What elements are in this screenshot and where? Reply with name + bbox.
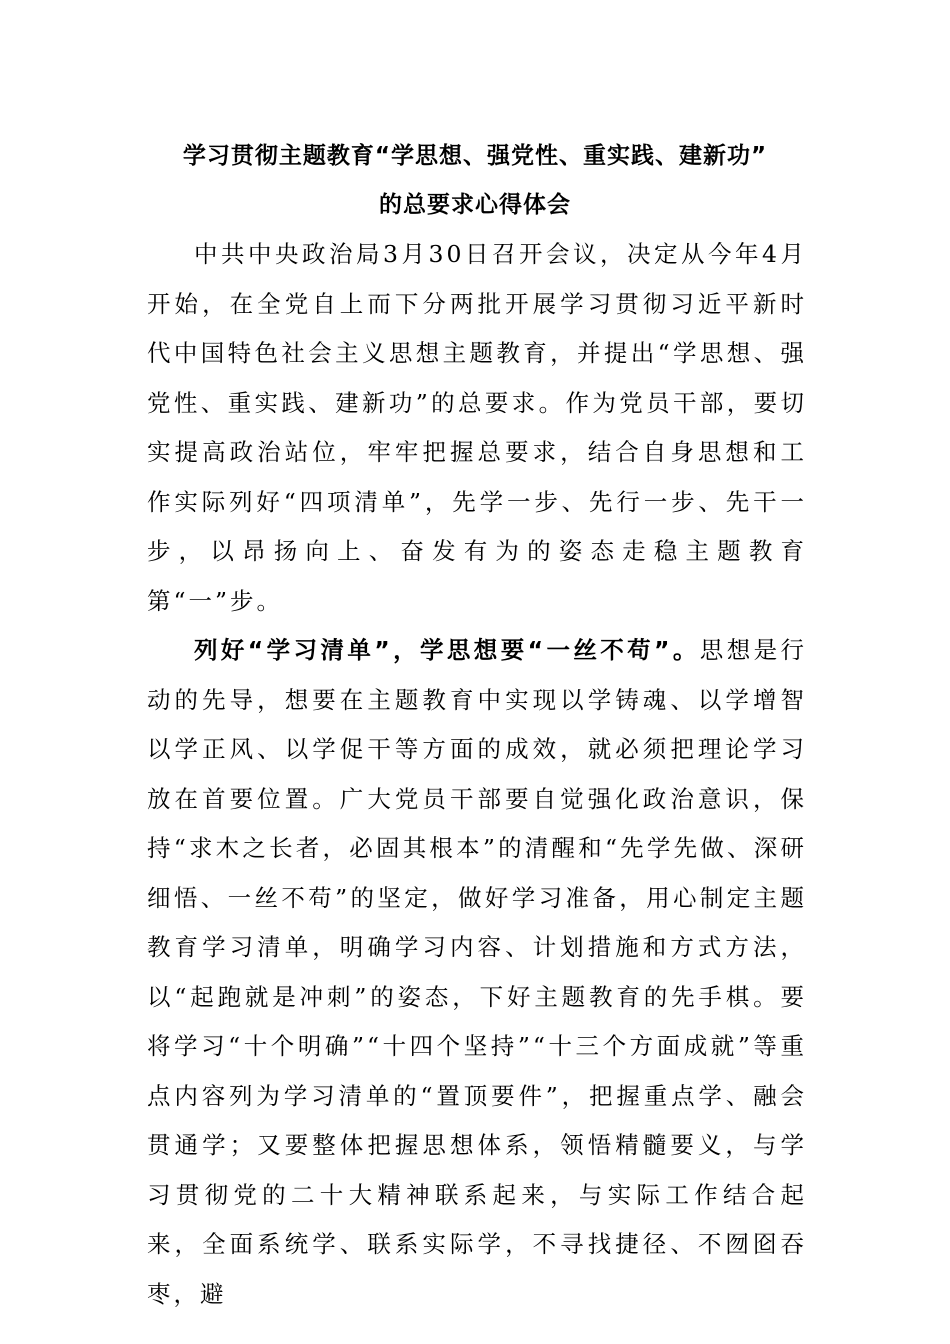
- paragraph-lead: 列好“学习清单”，学思想要“一丝不苟”。: [194, 636, 700, 664]
- document-body: [147, 230, 807, 1319]
- paragraph-text: 思想是行动的先导，想要在主题教育中实现以学铸魂、以学增智以学正风、以学促干等方面的成效，就必须把理论学习放在首要位置。广大党员干部要自觉强化政治意识，保持“求木之长者，必固其根本”的清醒和“先学先做、深研细悟、一丝不苟”的坚定，做好学习准备，用心制定主题教育学习清单，明确学习内容、计划措施和方式方法，以“起跑就是冲刺”的姿态，下好主题教育的先手棋。要将学习“十个明确”“十四个坚持”“十三个方面成就”等重点内容列为学习清单的“置顶要件”，把握重点学、融会贯通学；又要整体把握思想体系，领悟精髓要义，与学习贯彻党的二十大精神联系起来，与实际工作结合起来，全面系统学、联系实际学，不寻找捷径、不囫囵吞枣，避: [147, 636, 807, 1308]
- document-title-line-1: 学习贯彻主题教育“学思想、强党性、重实践、建新功”: [182, 143, 768, 169]
- paragraph-study-list: [147, 626, 807, 1319]
- paragraph-intro: [147, 230, 807, 626]
- document-title-line-2: 的总要求心得体会: [379, 192, 571, 218]
- paragraph-text: 中共中央政治局3月30日召开会议，决定从今年4月开始，在全党自上而下分两批开展学习贯彻习近平新时代中国特色社会主义思想主题教育，并提出“学思想、强党性、重实践、建新功”的总要求。作为党员干部，要切实提高政治站位，牢牢把握总要求，结合自身思想和工作实际列好“四项清单”，先学一步、先行一步、先干一步，以昂扬向上、奋发有为的姿态走稳主题教育第“一”步。: [147, 240, 807, 615]
